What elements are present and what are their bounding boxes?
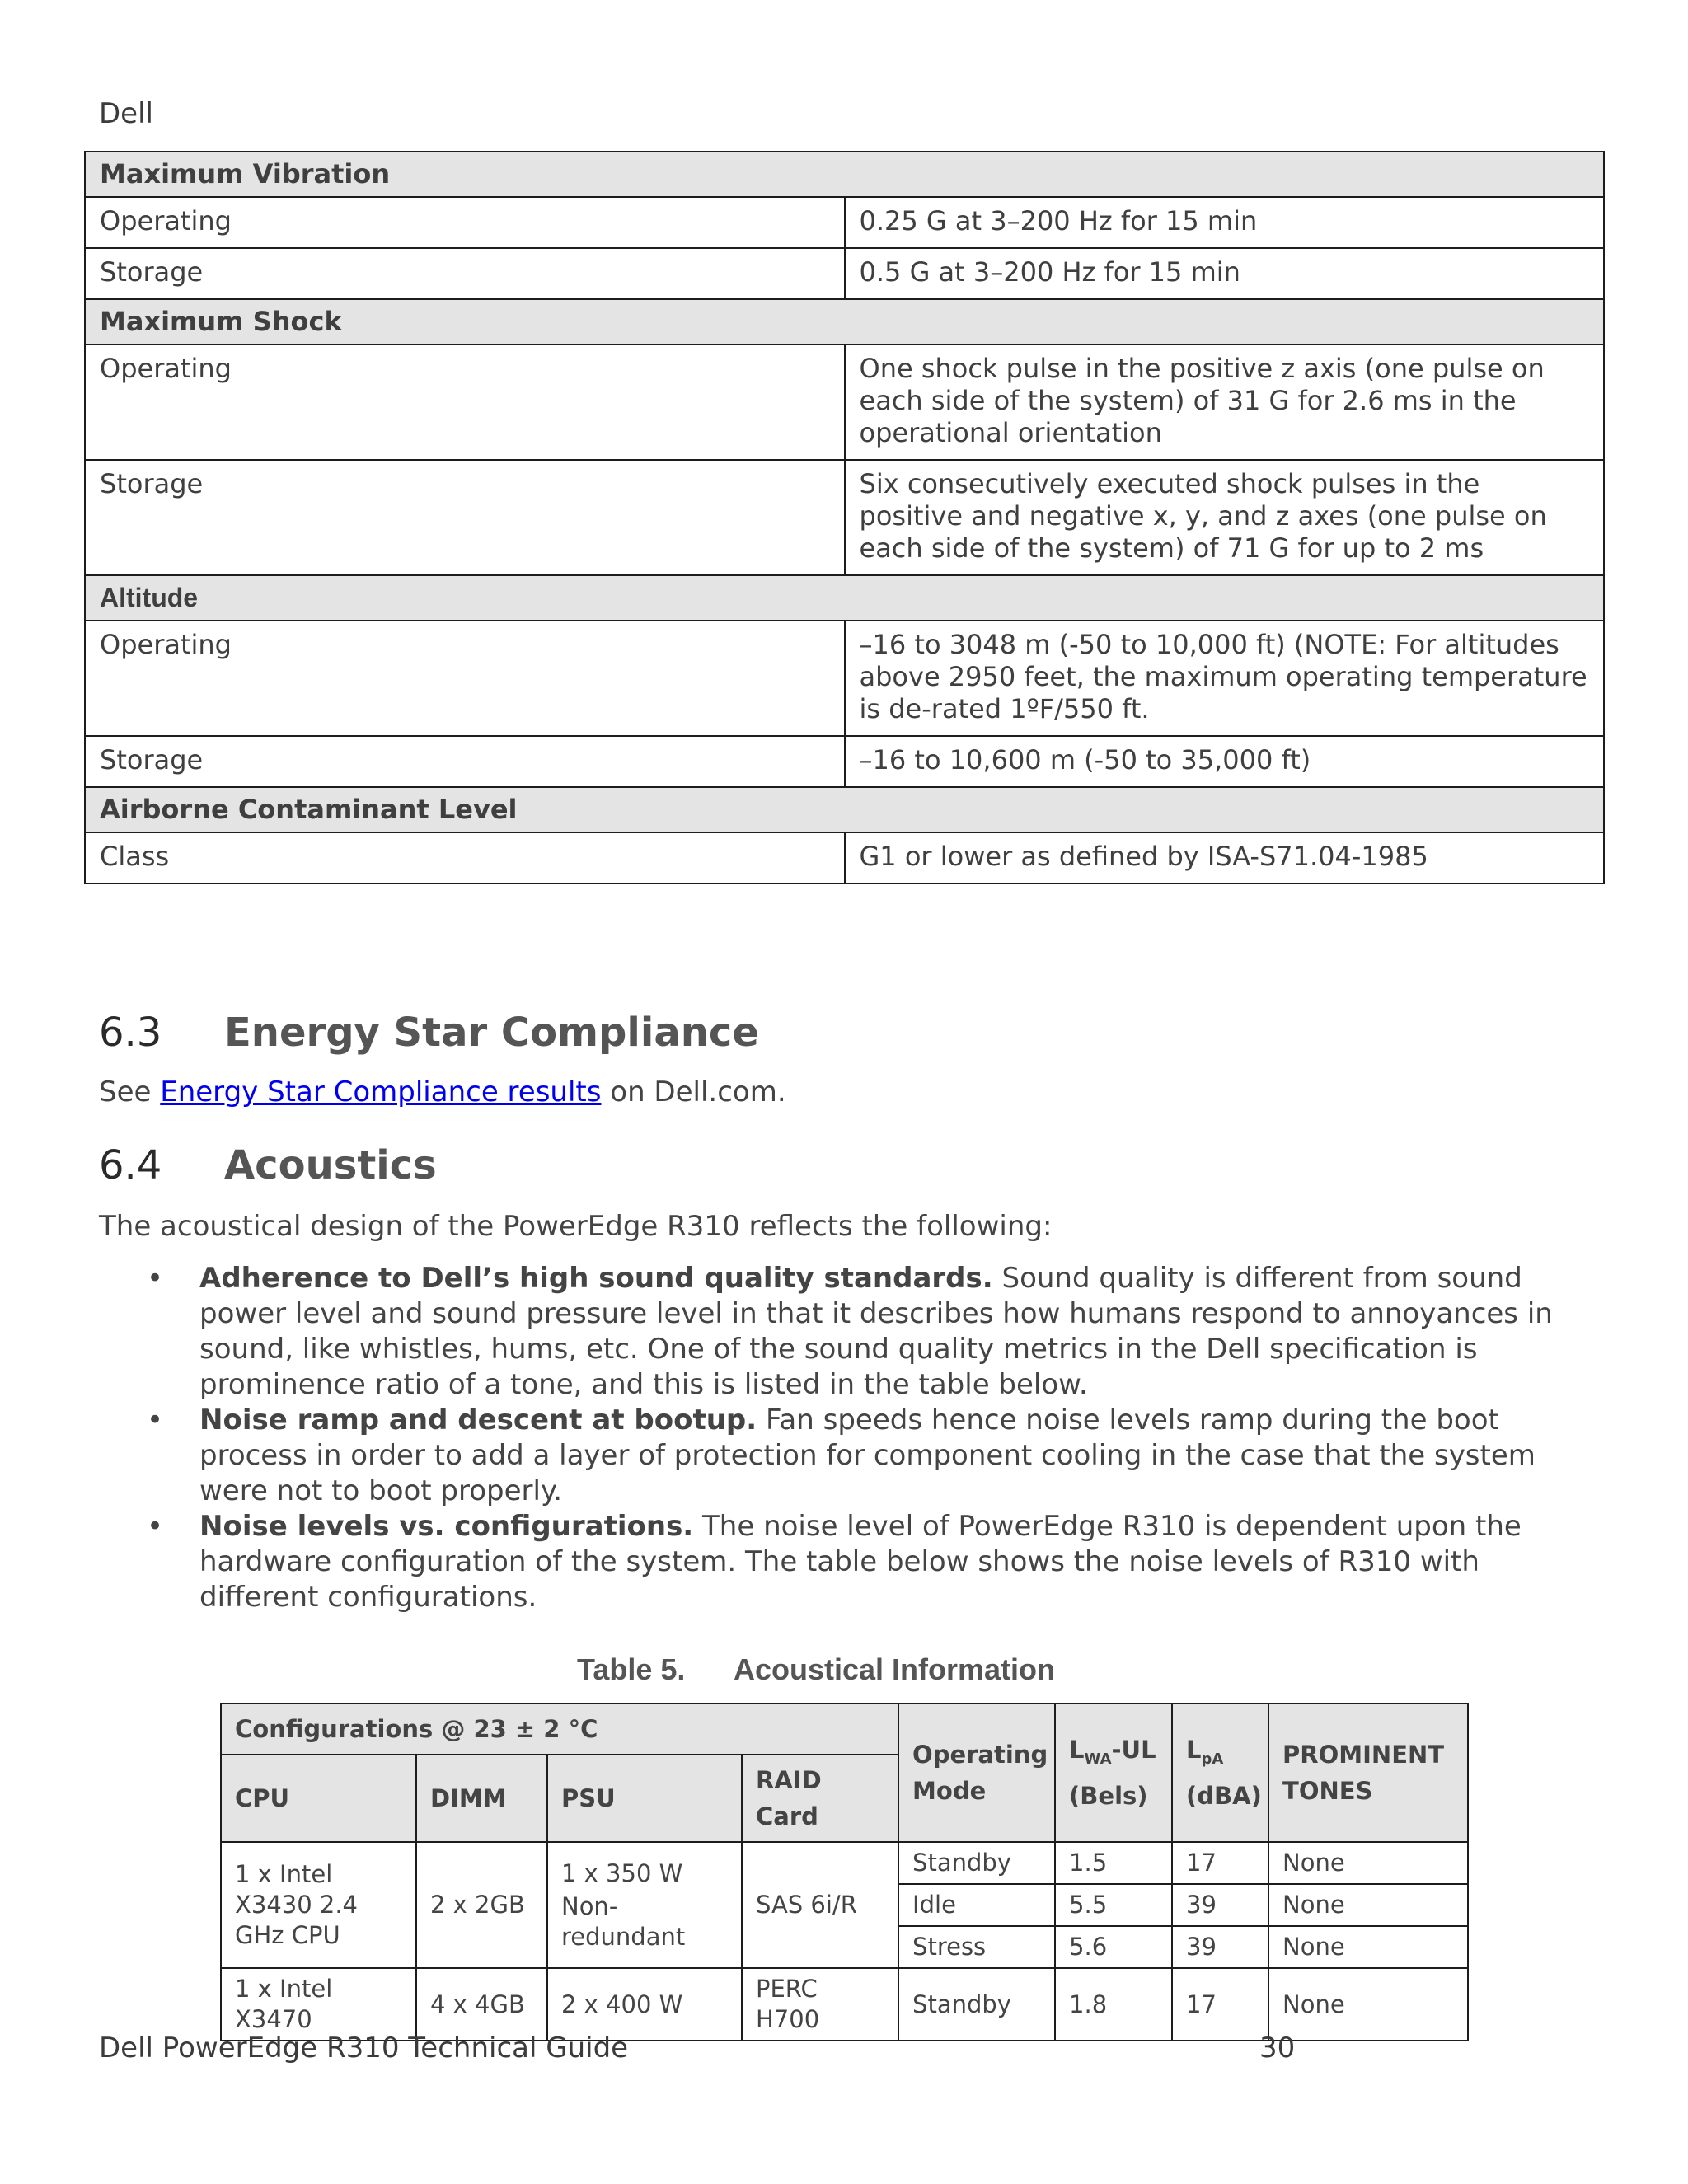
header-unit: (Bels) <box>1069 1781 1148 1810</box>
list-item <box>99 1509 1607 1615</box>
header-subscript: pA <box>1201 1750 1224 1768</box>
section-number: 6.3 <box>99 1010 162 1056</box>
acoustical-information-table <box>220 1703 1469 2041</box>
header-text: L <box>1186 1736 1202 1765</box>
row-label: Storage <box>85 736 845 787</box>
cell-lwa: 5.6 <box>1055 1926 1172 1968</box>
psu-line: 1 x 350 W <box>561 1858 683 1887</box>
cell-lpa: 39 <box>1172 1926 1268 1968</box>
psu-line: Non-redundant <box>561 1891 686 1951</box>
section-heading-acoustics <box>99 1142 437 1188</box>
footer-document-title: Dell PowerEdge R310 Technical Guide <box>99 2032 629 2064</box>
cell-lwa: 1.5 <box>1055 1842 1172 1884</box>
acoustics-bullet-list <box>99 1261 1607 1615</box>
cell-lpa: 39 <box>1172 1884 1268 1926</box>
table-header-row <box>221 1704 1468 1755</box>
energy-star-link[interactable]: Energy Star Compliance results <box>160 1076 602 1108</box>
header-text: L <box>1069 1736 1085 1765</box>
cell-tones: None <box>1268 1842 1468 1884</box>
table-row <box>85 248 1604 299</box>
list-item <box>99 1261 1607 1403</box>
cell-raid-card: SAS 6i/R <box>742 1842 898 1968</box>
cell-cpu: 1 x Intel X3470 <box>221 1968 416 2041</box>
row-label: Operating <box>85 621 845 736</box>
header-dimm: DIMM <box>416 1755 547 1842</box>
page-header: Dell <box>99 97 153 130</box>
cell-tones: None <box>1268 1926 1468 1968</box>
row-value: –16 to 10,600 m (-50 to 35,000 ft) <box>845 736 1605 787</box>
section-title: Altitude <box>85 575 1604 621</box>
row-value: –16 to 3048 m (-50 to 10,000 ft) (NOTE: For altitudes above 2950 feet, the maximum operating temperature is de-rated 1ºF/550 ft. <box>845 621 1605 736</box>
cell-dimm: 2 x 2GB <box>416 1842 547 1968</box>
table-row <box>85 460 1604 575</box>
row-value: One shock pulse in the positive z axis (one pulse on each side of the system) of 31 G for 2.6 ms in the operational orientation <box>845 344 1605 460</box>
cell-lpa: 17 <box>1172 1968 1268 2041</box>
bullet-text: Fan speeds hence noise levels ramp during the boot process in order to add a layer of protection for component cooling in the case that the system were not to boot properly. <box>199 1404 1536 1507</box>
cell-lpa: 17 <box>1172 1842 1268 1884</box>
footer-page-number: 30 <box>1259 2032 1296 2064</box>
table-row <box>85 832 1604 883</box>
table-row <box>85 344 1604 460</box>
section-row-vibration <box>85 152 1604 197</box>
row-label: Operating <box>85 197 845 248</box>
header-cpu: CPU <box>221 1755 416 1842</box>
cell-mode: Stress <box>898 1926 1055 1968</box>
bullet-text: Sound quality is different from sound power level and sound pressure level in that it describes how humans respond to annoyances in sound, like whistles, hums, etc. One of the sound quality metrics in the Dell specification is prominence ratio of a tone, and this is listed in the table below. <box>199 1262 1553 1401</box>
header-raid-card: RAID Card <box>742 1755 898 1842</box>
section-heading-energy-star <box>99 1010 759 1056</box>
bullet-icon: • <box>147 1262 164 1295</box>
section-title: Energy Star Compliance <box>224 1010 759 1056</box>
header-configurations: Configurations @ 23 ± 2 °C <box>221 1704 898 1755</box>
cell-raid-card: PERC H700 <box>742 1968 898 2041</box>
section-title: Airborne Contaminant Level <box>85 787 1604 832</box>
section-row-shock <box>85 299 1604 344</box>
header-text: -UL <box>1111 1736 1156 1765</box>
energy-star-paragraph <box>99 1076 786 1108</box>
cell-mode: Idle <box>898 1884 1055 1926</box>
bullet-icon: • <box>147 1510 164 1543</box>
bullet-text: The noise level of PowerEdge R310 is dependent upon the hardware configuration of the system. The table below shows the noise levels of R310 with different configurations. <box>199 1510 1522 1614</box>
caption-title: Acoustical Information <box>734 1652 1056 1686</box>
cell-lwa: 1.8 <box>1055 1968 1172 2041</box>
header-unit: (dBA) <box>1186 1781 1262 1810</box>
header-lpa <box>1172 1704 1268 1842</box>
section-row-contaminant <box>85 787 1604 832</box>
row-label: Storage <box>85 248 845 299</box>
paragraph-text: See <box>99 1076 161 1108</box>
cell-cpu: 1 x Intel X3430 2.4 GHz CPU <box>221 1842 416 1968</box>
cell-psu: 2 x 400 W <box>547 1968 742 2041</box>
row-value: G1 or lower as defined by ISA-S71.04-1985 <box>845 832 1605 883</box>
row-label: Class <box>85 832 845 883</box>
table-row <box>221 1842 1468 1884</box>
bullet-lead: Adherence to Dell’s high sound quality standards. <box>199 1262 993 1295</box>
header-operating-mode: Operating Mode <box>898 1704 1055 1842</box>
acoustics-intro: The acoustical design of the PowerEdge R310 reflects the following: <box>99 1210 1053 1243</box>
row-value: 0.25 G at 3–200 Hz for 15 min <box>845 197 1605 248</box>
cell-mode: Standby <box>898 1968 1055 2041</box>
row-value: 0.5 G at 3–200 Hz for 15 min <box>845 248 1605 299</box>
header-subscript: WA <box>1084 1750 1112 1768</box>
cell-psu <box>547 1842 742 1968</box>
header-psu: PSU <box>547 1755 742 1842</box>
row-label: Storage <box>85 460 845 575</box>
bullet-lead: Noise ramp and descent at bootup. <box>199 1404 757 1436</box>
caption-number: Table 5. <box>577 1652 686 1686</box>
cell-lwa: 5.5 <box>1055 1884 1172 1926</box>
cell-tones: None <box>1268 1968 1468 2041</box>
header-prominent-tones: PROMINENT TONES <box>1268 1704 1468 1842</box>
section-row-altitude <box>85 575 1604 621</box>
table-row <box>85 197 1604 248</box>
section-number: 6.4 <box>99 1142 162 1188</box>
section-title: Maximum Shock <box>85 299 1604 344</box>
bullet-lead: Noise levels vs. configurations. <box>199 1510 694 1543</box>
table-row <box>85 736 1604 787</box>
row-label: Operating <box>85 344 845 460</box>
list-item <box>99 1403 1607 1509</box>
row-value: Six consecutively executed shock pulses in the positive and negative x, y, and z axes (one pulse on each side of the system) of 71 G for up to 2 ms <box>845 460 1605 575</box>
table-row <box>221 1968 1468 2041</box>
cell-tones: None <box>1268 1884 1468 1926</box>
header-lwa <box>1055 1704 1172 1842</box>
table-row <box>85 621 1604 736</box>
section-title: Acoustics <box>224 1142 437 1188</box>
bullet-icon: • <box>147 1404 164 1436</box>
section-title: Maximum Vibration <box>85 152 1604 197</box>
cell-mode: Standby <box>898 1842 1055 1884</box>
cell-dimm: 4 x 4GB <box>416 1968 547 2041</box>
paragraph-text: on Dell.com. <box>601 1076 786 1108</box>
environmental-specs-table <box>84 151 1605 884</box>
